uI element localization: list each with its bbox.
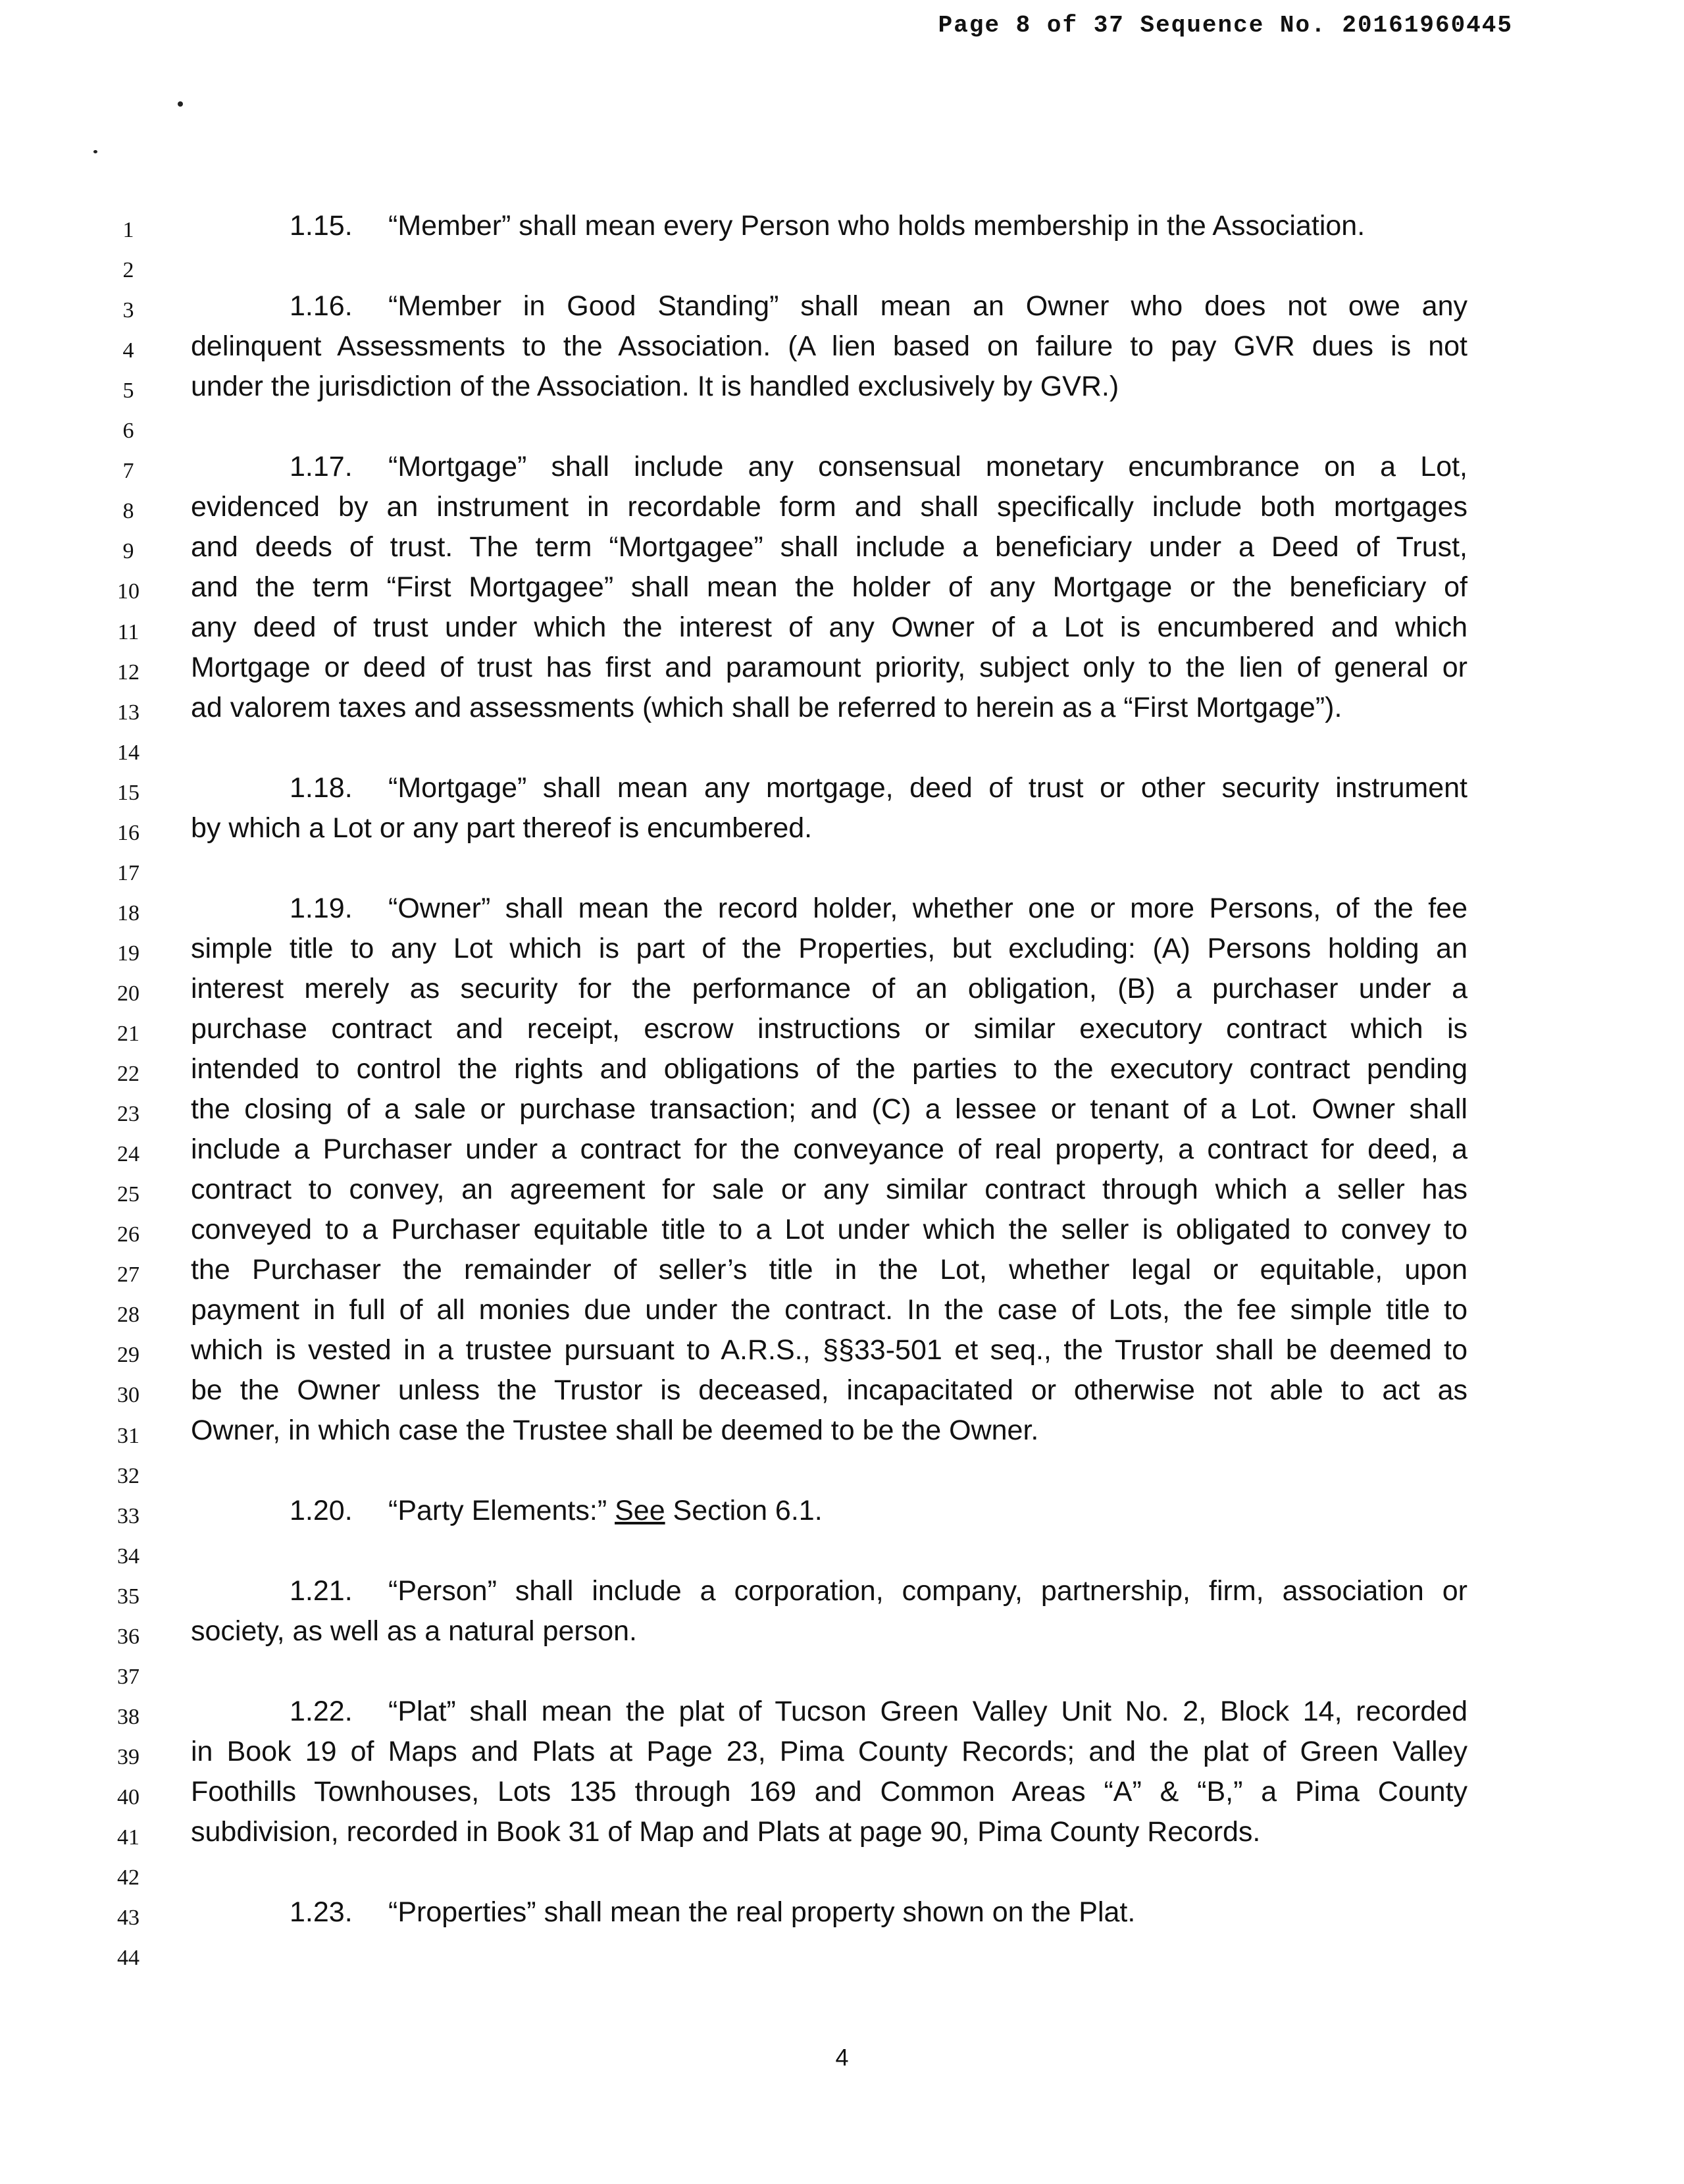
text-line: any deed of trust under which the interest of any Owner of a Lot is encumbered and which: [191, 611, 1467, 643]
section-number: 1.19.: [290, 893, 353, 924]
text-line: 1.20. “Party Elements:” See Section 6.1.: [290, 1495, 823, 1526]
text-line: evidenced by an instrument in recordable form and shall specifically include both mortgages: [191, 491, 1467, 523]
text-line: subdivision, recorded in Book 31 of Map and Plats at page 90, Pima County Records.: [191, 1816, 1261, 1848]
line-number: 5: [122, 378, 134, 403]
line-number: 37: [117, 1665, 140, 1689]
text-line: 1.17. “Mortgage” shall include any consensual monetary encumbrance on a Lot,: [290, 451, 1467, 482]
section-number: 1.23.: [290, 1896, 353, 1928]
line-number: 35: [117, 1584, 140, 1609]
text-line: in Book 19 of Maps and Plats at Page 23, Pima County Records; and the plat of Green Valley: [191, 1736, 1467, 1767]
line-number: 38: [117, 1705, 140, 1729]
text-line: delinquent Assessments to the Association. (A lien based on failure to pay GVR dues is not: [191, 330, 1467, 362]
text-line: purchase contract and receipt, escrow instructions or similar executory contract which is: [191, 1013, 1467, 1045]
text-line: 1.23. “Properties” shall mean the real property shown on the Plat.: [290, 1896, 1136, 1928]
text-line: be the Owner unless the Trustor is deceased, incapacitated or otherwise not able to act as: [191, 1374, 1467, 1406]
line-number: 25: [117, 1182, 140, 1207]
line-number: 12: [117, 660, 140, 685]
text-line: interest merely as security for the performance of an obligation, (B) a purchaser under a: [191, 973, 1467, 1004]
line-number: 6: [122, 419, 134, 443]
line-number: 22: [117, 1062, 140, 1086]
line-number: 31: [117, 1424, 140, 1448]
text-line: the Purchaser the remainder of seller’s title in the Lot, whether legal or equitable, upon: [191, 1254, 1467, 1286]
text-line: Owner, in which case the Trustee shall be deemed to be the Owner.: [191, 1415, 1039, 1446]
section-number: 1.18.: [290, 772, 353, 804]
section-number: 1.20.: [290, 1495, 353, 1526]
text-line: and deeds of trust. The term “Mortgagee” shall include a beneficiary under a Deed of Trust,: [191, 531, 1467, 563]
line-number: 16: [117, 821, 140, 845]
line-number: 39: [117, 1745, 140, 1769]
text-line: society, as well as a natural person.: [191, 1615, 637, 1647]
text-line: by which a Lot or any part thereof is encumbered.: [191, 812, 813, 844]
text-line: Foothills Townhouses, Lots 135 through 169 and Common Areas “A” & “B,” a Pima County: [191, 1776, 1467, 1807]
line-number: 27: [117, 1262, 140, 1287]
line-number: 18: [117, 901, 140, 925]
text-line: 1.19. “Owner” shall mean the record holder, whether one or more Persons, of the fee: [290, 893, 1467, 924]
line-number: 41: [117, 1825, 140, 1850]
line-number: 23: [117, 1102, 140, 1126]
line-number: 34: [117, 1544, 140, 1569]
text-line: and the term “First Mortgagee” shall mean the holder of any Mortgage or the beneficiary of: [191, 571, 1467, 603]
text-line: include a Purchaser under a contract for the conveyance of real property, a contract for deed, a: [191, 1133, 1467, 1165]
section-number: 1.15.: [290, 210, 353, 242]
line-number: 30: [117, 1383, 140, 1407]
line-number: 29: [117, 1343, 140, 1367]
scan-speck: [93, 150, 97, 153]
text-line: 1.15. “Member” shall mean every Person who holds membership in the Association.: [290, 210, 1365, 242]
line-number: 1: [122, 218, 134, 242]
page-header: Page 8 of 37 Sequence No. 20161960445: [938, 12, 1513, 39]
line-number: 36: [117, 1625, 140, 1649]
text-line: conveyed to a Purchaser equitable title to a Lot under which the seller is obligated to convey to: [191, 1214, 1467, 1245]
text-line: 1.22. “Plat” shall mean the plat of Tucson Green Valley Unit No. 2, Block 14, recorded: [290, 1696, 1467, 1727]
line-number: 28: [117, 1303, 140, 1327]
text-line: payment in full of all monies due under the contract. In the case of Lots, the fee simple title to: [191, 1294, 1467, 1326]
text-line: intended to control the rights and obligations of the parties to the executory contract pending: [191, 1053, 1467, 1085]
text-line: simple title to any Lot which is part of the Properties, but excluding: (A) Persons holding an: [191, 933, 1467, 964]
line-number: 13: [117, 700, 140, 725]
text-line: 1.16. “Member in Good Standing” shall mean an Owner who does not owe any: [290, 290, 1467, 322]
line-number: 8: [122, 499, 134, 523]
text-line: Mortgage or deed of trust has first and paramount priority, subject only to the lien of general or: [191, 652, 1467, 683]
text-line: 1.21. “Person” shall include a corporation, company, partnership, firm, association or: [290, 1575, 1467, 1607]
section-number: 1.16.: [290, 290, 353, 322]
line-number: 44: [117, 1946, 140, 1970]
line-number: 15: [117, 781, 140, 805]
line-number: 17: [117, 861, 140, 885]
section-number: 1.17.: [290, 451, 353, 482]
line-number: 19: [117, 941, 140, 966]
line-number: 26: [117, 1222, 140, 1247]
line-number: 9: [122, 539, 134, 563]
text-line: 1.18. “Mortgage” shall mean any mortgage, deed of trust or other security instrument: [290, 772, 1467, 804]
line-number: 21: [117, 1022, 140, 1046]
line-number: 2: [122, 258, 134, 282]
line-number: 32: [117, 1464, 140, 1488]
line-number: 10: [117, 579, 140, 604]
page-number: 4: [835, 2044, 849, 2071]
scan-speck: [178, 101, 183, 107]
text-line: the closing of a sale or purchase transaction; and (C) a lessee or tenant of a Lot. Owner shall: [191, 1093, 1467, 1125]
text-line: contract to convey, an agreement for sale or any similar contract through which a seller has: [191, 1174, 1467, 1205]
section-number: 1.21.: [290, 1575, 353, 1607]
line-number: 33: [117, 1504, 140, 1528]
line-number: 24: [117, 1142, 140, 1166]
section-number: 1.22.: [290, 1696, 353, 1727]
text-line: which is vested in a trustee pursuant to A.R.S., §§33-501 et seq., the Trustor shall be deemed to: [191, 1334, 1467, 1366]
text-line: ad valorem taxes and assessments (which shall be referred to herein as a “First Mortgage”).: [191, 692, 1342, 723]
line-number: 42: [117, 1865, 140, 1890]
see-reference: See: [615, 1495, 665, 1526]
line-number: 11: [117, 620, 140, 644]
text-line: under the jurisdiction of the Association. It is handled exclusively by GVR.): [191, 371, 1119, 402]
line-number: 3: [122, 298, 134, 323]
line-number: 40: [117, 1785, 140, 1809]
line-number: 20: [117, 981, 140, 1006]
line-number: 4: [122, 338, 134, 363]
line-number: 14: [117, 741, 140, 765]
line-number: 7: [122, 459, 134, 483]
line-number: 43: [117, 1906, 140, 1930]
